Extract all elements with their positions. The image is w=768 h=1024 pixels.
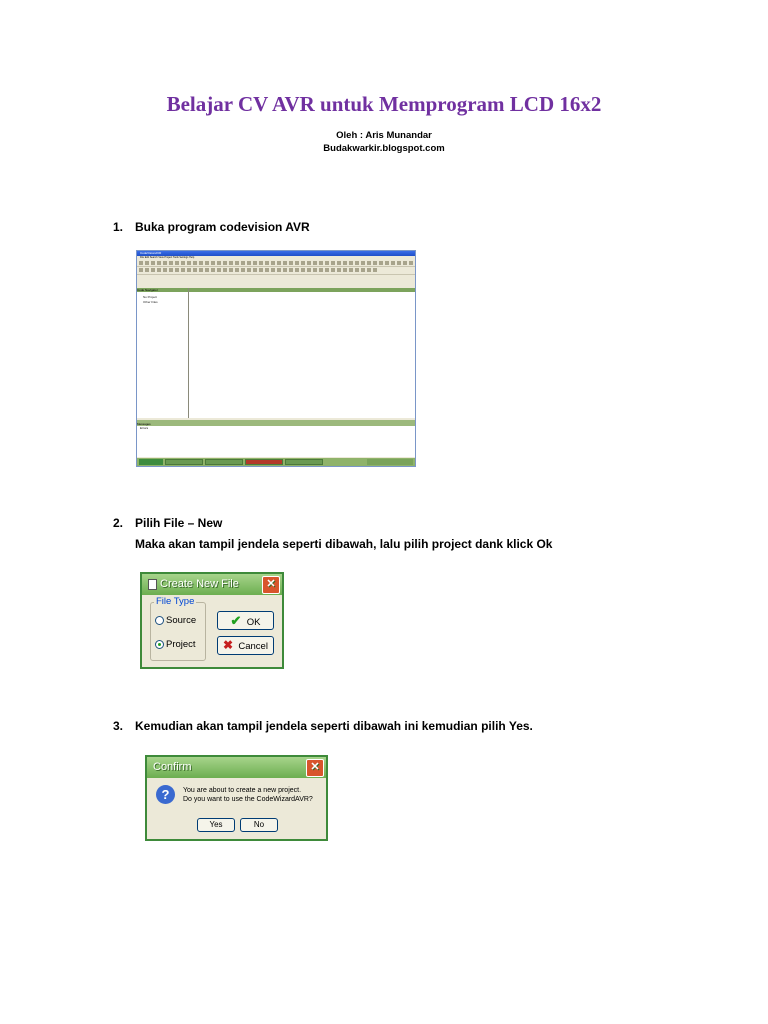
step-2-subtext: Maka akan tampil jendela seperti dibawah, lalu pilih project dank klick Ok (135, 537, 553, 551)
messages-header: Messages (137, 422, 415, 426)
confirm-line-1: You are about to create a new project. (183, 787, 302, 794)
step-text: Kemudian akan tampil jendela seperti dibawah ini kemudian pilih Yes. (135, 719, 533, 733)
dialog-titlebar (142, 574, 282, 595)
close-button[interactable]: ✕ (262, 576, 280, 594)
ide-menubar: File Edit Search View Project Tools Settings Help (137, 256, 415, 260)
close-button[interactable]: ✕ (306, 759, 324, 777)
start-button[interactable] (139, 459, 163, 465)
radio-project-label: Project (166, 639, 196, 650)
document-icon (148, 579, 157, 590)
tree-item-other-files[interactable]: Other Files (143, 300, 158, 304)
question-icon: ? (156, 785, 175, 804)
no-button[interactable]: No (240, 818, 278, 832)
step-number: 3. (113, 719, 124, 733)
dialog-titlebar (147, 757, 326, 778)
step-number: 2. (113, 516, 124, 530)
dialog-title: Confirm (153, 761, 192, 773)
cancel-label: Cancel (238, 641, 268, 652)
radio-source-label: Source (166, 615, 197, 626)
site-line: Budakwarkir.blogspot.com (323, 143, 445, 154)
confirm-message (183, 786, 313, 804)
ide-toolbar-2 (137, 267, 415, 275)
step-text: Buka program codevision AVR (135, 220, 310, 234)
file-type-group (150, 602, 206, 661)
ide-titlebar: CodeVisionAVR (137, 251, 415, 256)
tree-item-no-project[interactable]: No Project (143, 295, 158, 299)
author-line: Oleh : Aris Munandar (336, 130, 432, 141)
step-number: 1. (113, 220, 124, 234)
confirm-line-2: Do you want to use the CodeWizardAVR? (183, 796, 313, 803)
confirm-dialog (145, 755, 328, 841)
messages-tab[interactable]: Errors (140, 426, 149, 430)
cross-icon: ✖ (223, 638, 234, 652)
step-text: Pilih File – New (135, 516, 223, 530)
code-navigator-panel (137, 288, 189, 418)
radio-source[interactable] (155, 615, 196, 626)
step-1 (113, 220, 310, 234)
create-new-file-dialog (140, 572, 284, 669)
file-type-label: File Type (156, 596, 195, 607)
document-title: Belajar CV AVR untuk Memprogram LCD 16x2 (166, 92, 602, 116)
step-2 (113, 516, 222, 530)
dialog-title: Create New File (160, 578, 239, 590)
navigator-header: Code Navigator (137, 288, 188, 292)
messages-panel (137, 420, 415, 457)
radio-project-indicator (155, 640, 164, 649)
system-tray (367, 459, 413, 465)
ok-label: OK (246, 617, 261, 628)
radio-project[interactable] (155, 639, 196, 650)
codevision-ide-screenshot (136, 250, 416, 467)
windows-taskbar (137, 458, 415, 466)
ok-button[interactable] (217, 611, 274, 630)
ide-toolbar (137, 260, 415, 267)
yes-button[interactable]: Yes (197, 818, 235, 832)
cancel-button[interactable] (217, 636, 274, 655)
radio-source-indicator (155, 616, 164, 625)
editor-area (189, 288, 415, 418)
step-3 (113, 719, 533, 733)
checkmark-icon: ✔ (230, 613, 242, 628)
